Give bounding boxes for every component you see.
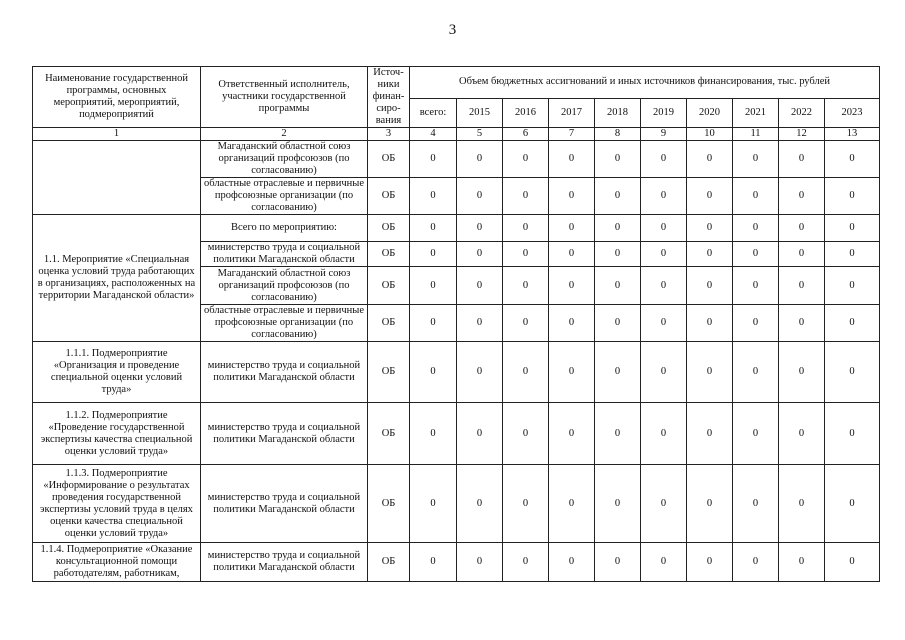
value-cell: 0 <box>503 305 549 342</box>
value-cell: 0 <box>595 267 641 305</box>
value-cell: 0 <box>825 403 880 465</box>
value-cell: 0 <box>595 178 641 215</box>
source-cell: ОБ <box>368 465 410 543</box>
value-cell: 0 <box>595 242 641 267</box>
value-cell: 0 <box>779 215 825 242</box>
value-cell: 0 <box>503 543 549 582</box>
activity-name: 1.1.4. Подмероприятие «Оказание консультационной помощи работодателям, работникам, <box>33 543 201 582</box>
header-year: 2019 <box>641 98 687 127</box>
value-cell: 0 <box>825 242 880 267</box>
value-cell: 0 <box>687 267 733 305</box>
value-cell: 0 <box>825 178 880 215</box>
value-cell: 0 <box>687 543 733 582</box>
value-cell: 0 <box>733 543 779 582</box>
value-cell: 0 <box>503 465 549 543</box>
value-cell: 0 <box>410 465 457 543</box>
value-cell: 0 <box>825 342 880 403</box>
value-cell: 0 <box>825 305 880 342</box>
value-cell: 0 <box>457 267 503 305</box>
value-cell: 0 <box>549 242 595 267</box>
executor-cell: Магаданский областной союз организаций профсоюзов (по согласованию) <box>201 141 368 178</box>
executor-cell: областные отраслевые и первичные профсоюзные организации (по согласованию) <box>201 305 368 342</box>
value-cell: 0 <box>825 543 880 582</box>
value-cell: 0 <box>410 305 457 342</box>
value-cell: 0 <box>595 305 641 342</box>
table-row <box>33 342 880 403</box>
value-cell: 0 <box>503 267 549 305</box>
header-name-column: Наименование государственной программы, основных мероприятий, мероприятий, подмероприятий <box>33 67 201 128</box>
value-cell: 0 <box>733 267 779 305</box>
value-cell: 0 <box>410 342 457 403</box>
value-cell: 0 <box>641 465 687 543</box>
value-cell: 0 <box>549 267 595 305</box>
value-cell: 0 <box>457 305 503 342</box>
column-number: 9 <box>641 128 687 141</box>
source-cell: ОБ <box>368 305 410 342</box>
source-cell: ОБ <box>368 543 410 582</box>
value-cell: 0 <box>457 141 503 178</box>
source-cell: ОБ <box>368 178 410 215</box>
header-year: 2023 <box>825 98 880 127</box>
value-cell: 0 <box>410 215 457 242</box>
value-cell: 0 <box>549 403 595 465</box>
column-number: 10 <box>687 128 733 141</box>
value-cell: 0 <box>410 543 457 582</box>
value-cell: 0 <box>779 465 825 543</box>
value-cell: 0 <box>457 403 503 465</box>
activity-name: 1.1.3. Подмероприятие «Информирование о результатах проведения государственной экспертизы условий труда в целях оценки качества специальной оценки условий труда» <box>33 465 201 543</box>
source-cell: ОБ <box>368 215 410 242</box>
column-number: 2 <box>201 128 368 141</box>
value-cell: 0 <box>457 242 503 267</box>
value-cell: 0 <box>779 141 825 178</box>
value-cell: 0 <box>733 305 779 342</box>
value-cell: 0 <box>687 215 733 242</box>
source-cell: ОБ <box>368 342 410 403</box>
value-cell: 0 <box>779 267 825 305</box>
value-cell: 0 <box>687 178 733 215</box>
value-cell: 0 <box>410 141 457 178</box>
value-cell: 0 <box>825 215 880 242</box>
value-cell: 0 <box>687 403 733 465</box>
source-cell: ОБ <box>368 242 410 267</box>
value-cell: 0 <box>733 215 779 242</box>
value-cell: 0 <box>457 178 503 215</box>
activity-name: 1.1.1. Подмероприятие «Организация и проведение специальной оценки условий труда» <box>33 342 201 403</box>
value-cell: 0 <box>503 342 549 403</box>
executor-cell: Магаданский областной союз организаций профсоюзов (по согласованию) <box>201 267 368 305</box>
activity-name: 1.1.2. Подмероприятие «Проведение государственной экспертизы качества специальной оценки условий труда» <box>33 403 201 465</box>
value-cell: 0 <box>595 141 641 178</box>
column-number: 11 <box>733 128 779 141</box>
executor-cell: областные отраслевые и первичные профсоюзные организации (по согласованию) <box>201 178 368 215</box>
value-cell: 0 <box>549 543 595 582</box>
table-row <box>33 403 880 465</box>
value-cell: 0 <box>503 141 549 178</box>
table-row <box>33 141 880 178</box>
page-number: 3 <box>448 22 457 38</box>
financing-table <box>32 66 880 582</box>
value-cell: 0 <box>641 342 687 403</box>
value-cell: 0 <box>687 141 733 178</box>
executor-cell: министерство труда и социальной политики Магаданской области <box>201 543 368 582</box>
value-cell: 0 <box>733 342 779 403</box>
value-cell: 0 <box>825 267 880 305</box>
value-cell: 0 <box>595 215 641 242</box>
value-cell: 0 <box>779 543 825 582</box>
column-number: 6 <box>503 128 549 141</box>
value-cell: 0 <box>641 267 687 305</box>
value-cell: 0 <box>549 305 595 342</box>
header-total: всего: <box>410 98 457 127</box>
value-cell: 0 <box>410 403 457 465</box>
value-cell: 0 <box>457 465 503 543</box>
value-cell: 0 <box>457 543 503 582</box>
value-cell: 0 <box>549 141 595 178</box>
value-cell: 0 <box>503 215 549 242</box>
header-year: 2016 <box>503 98 549 127</box>
activity-name: 1.1. Мероприятие «Специальная оценка условий труда работающих в организациях, расположенных на территории Магаданской области» <box>33 215 201 342</box>
value-cell: 0 <box>779 242 825 267</box>
table-row <box>33 543 880 582</box>
source-cell: ОБ <box>368 267 410 305</box>
value-cell: 0 <box>549 465 595 543</box>
header-year: 2022 <box>779 98 825 127</box>
value-cell: 0 <box>641 305 687 342</box>
value-cell: 0 <box>641 178 687 215</box>
column-number: 5 <box>457 128 503 141</box>
value-cell: 0 <box>457 342 503 403</box>
value-cell: 0 <box>549 342 595 403</box>
value-cell: 0 <box>549 215 595 242</box>
value-cell: 0 <box>733 403 779 465</box>
header-year: 2015 <box>457 98 503 127</box>
value-cell: 0 <box>503 178 549 215</box>
column-number: 12 <box>779 128 825 141</box>
column-number: 7 <box>549 128 595 141</box>
header-executor-column: Ответственный исполнитель, участники государственной программы <box>201 67 368 128</box>
value-cell: 0 <box>687 242 733 267</box>
value-cell: 0 <box>641 141 687 178</box>
value-cell: 0 <box>687 465 733 543</box>
value-cell: 0 <box>733 178 779 215</box>
value-cell: 0 <box>549 178 595 215</box>
value-cell: 0 <box>779 403 825 465</box>
value-cell: 0 <box>595 465 641 543</box>
value-cell: 0 <box>733 141 779 178</box>
value-cell: 0 <box>641 543 687 582</box>
header-year: 2017 <box>549 98 595 127</box>
value-cell: 0 <box>503 242 549 267</box>
value-cell: 0 <box>733 465 779 543</box>
value-cell: 0 <box>687 342 733 403</box>
value-cell: 0 <box>825 465 880 543</box>
executor-cell: министерство труда и социальной политики Магаданской области <box>201 242 368 267</box>
header-year: 2021 <box>733 98 779 127</box>
column-number: 3 <box>368 128 410 141</box>
column-number: 8 <box>595 128 641 141</box>
value-cell: 0 <box>733 242 779 267</box>
value-cell: 0 <box>779 342 825 403</box>
value-cell: 0 <box>779 305 825 342</box>
header-source-column: Источ-ники финан-сиро-вания <box>368 67 410 128</box>
value-cell: 0 <box>779 178 825 215</box>
header-volume-column: Объем бюджетных ассигнований и иных источников финансирования, тыс. рублей <box>410 67 880 99</box>
header-year: 2020 <box>687 98 733 127</box>
value-cell: 0 <box>825 141 880 178</box>
source-cell: ОБ <box>368 403 410 465</box>
header-year: 2018 <box>595 98 641 127</box>
source-cell: ОБ <box>368 141 410 178</box>
value-cell: 0 <box>503 403 549 465</box>
value-cell: 0 <box>687 305 733 342</box>
value-cell: 0 <box>641 403 687 465</box>
value-cell: 0 <box>410 267 457 305</box>
value-cell: 0 <box>595 342 641 403</box>
column-number: 1 <box>33 128 201 141</box>
executor-cell: министерство труда и социальной политики Магаданской области <box>201 403 368 465</box>
executor-cell: министерство труда и социальной политики Магаданской области <box>201 465 368 543</box>
executor-cell: Всего по мероприятию: <box>201 215 368 242</box>
table-row <box>33 465 880 543</box>
value-cell: 0 <box>410 242 457 267</box>
activity-name <box>33 141 201 215</box>
value-cell: 0 <box>595 543 641 582</box>
column-number: 4 <box>410 128 457 141</box>
value-cell: 0 <box>410 178 457 215</box>
value-cell: 0 <box>641 242 687 267</box>
column-number: 13 <box>825 128 880 141</box>
executor-cell: министерство труда и социальной политики Магаданской области <box>201 342 368 403</box>
value-cell: 0 <box>641 215 687 242</box>
value-cell: 0 <box>595 403 641 465</box>
table-row <box>33 215 880 242</box>
value-cell: 0 <box>457 215 503 242</box>
